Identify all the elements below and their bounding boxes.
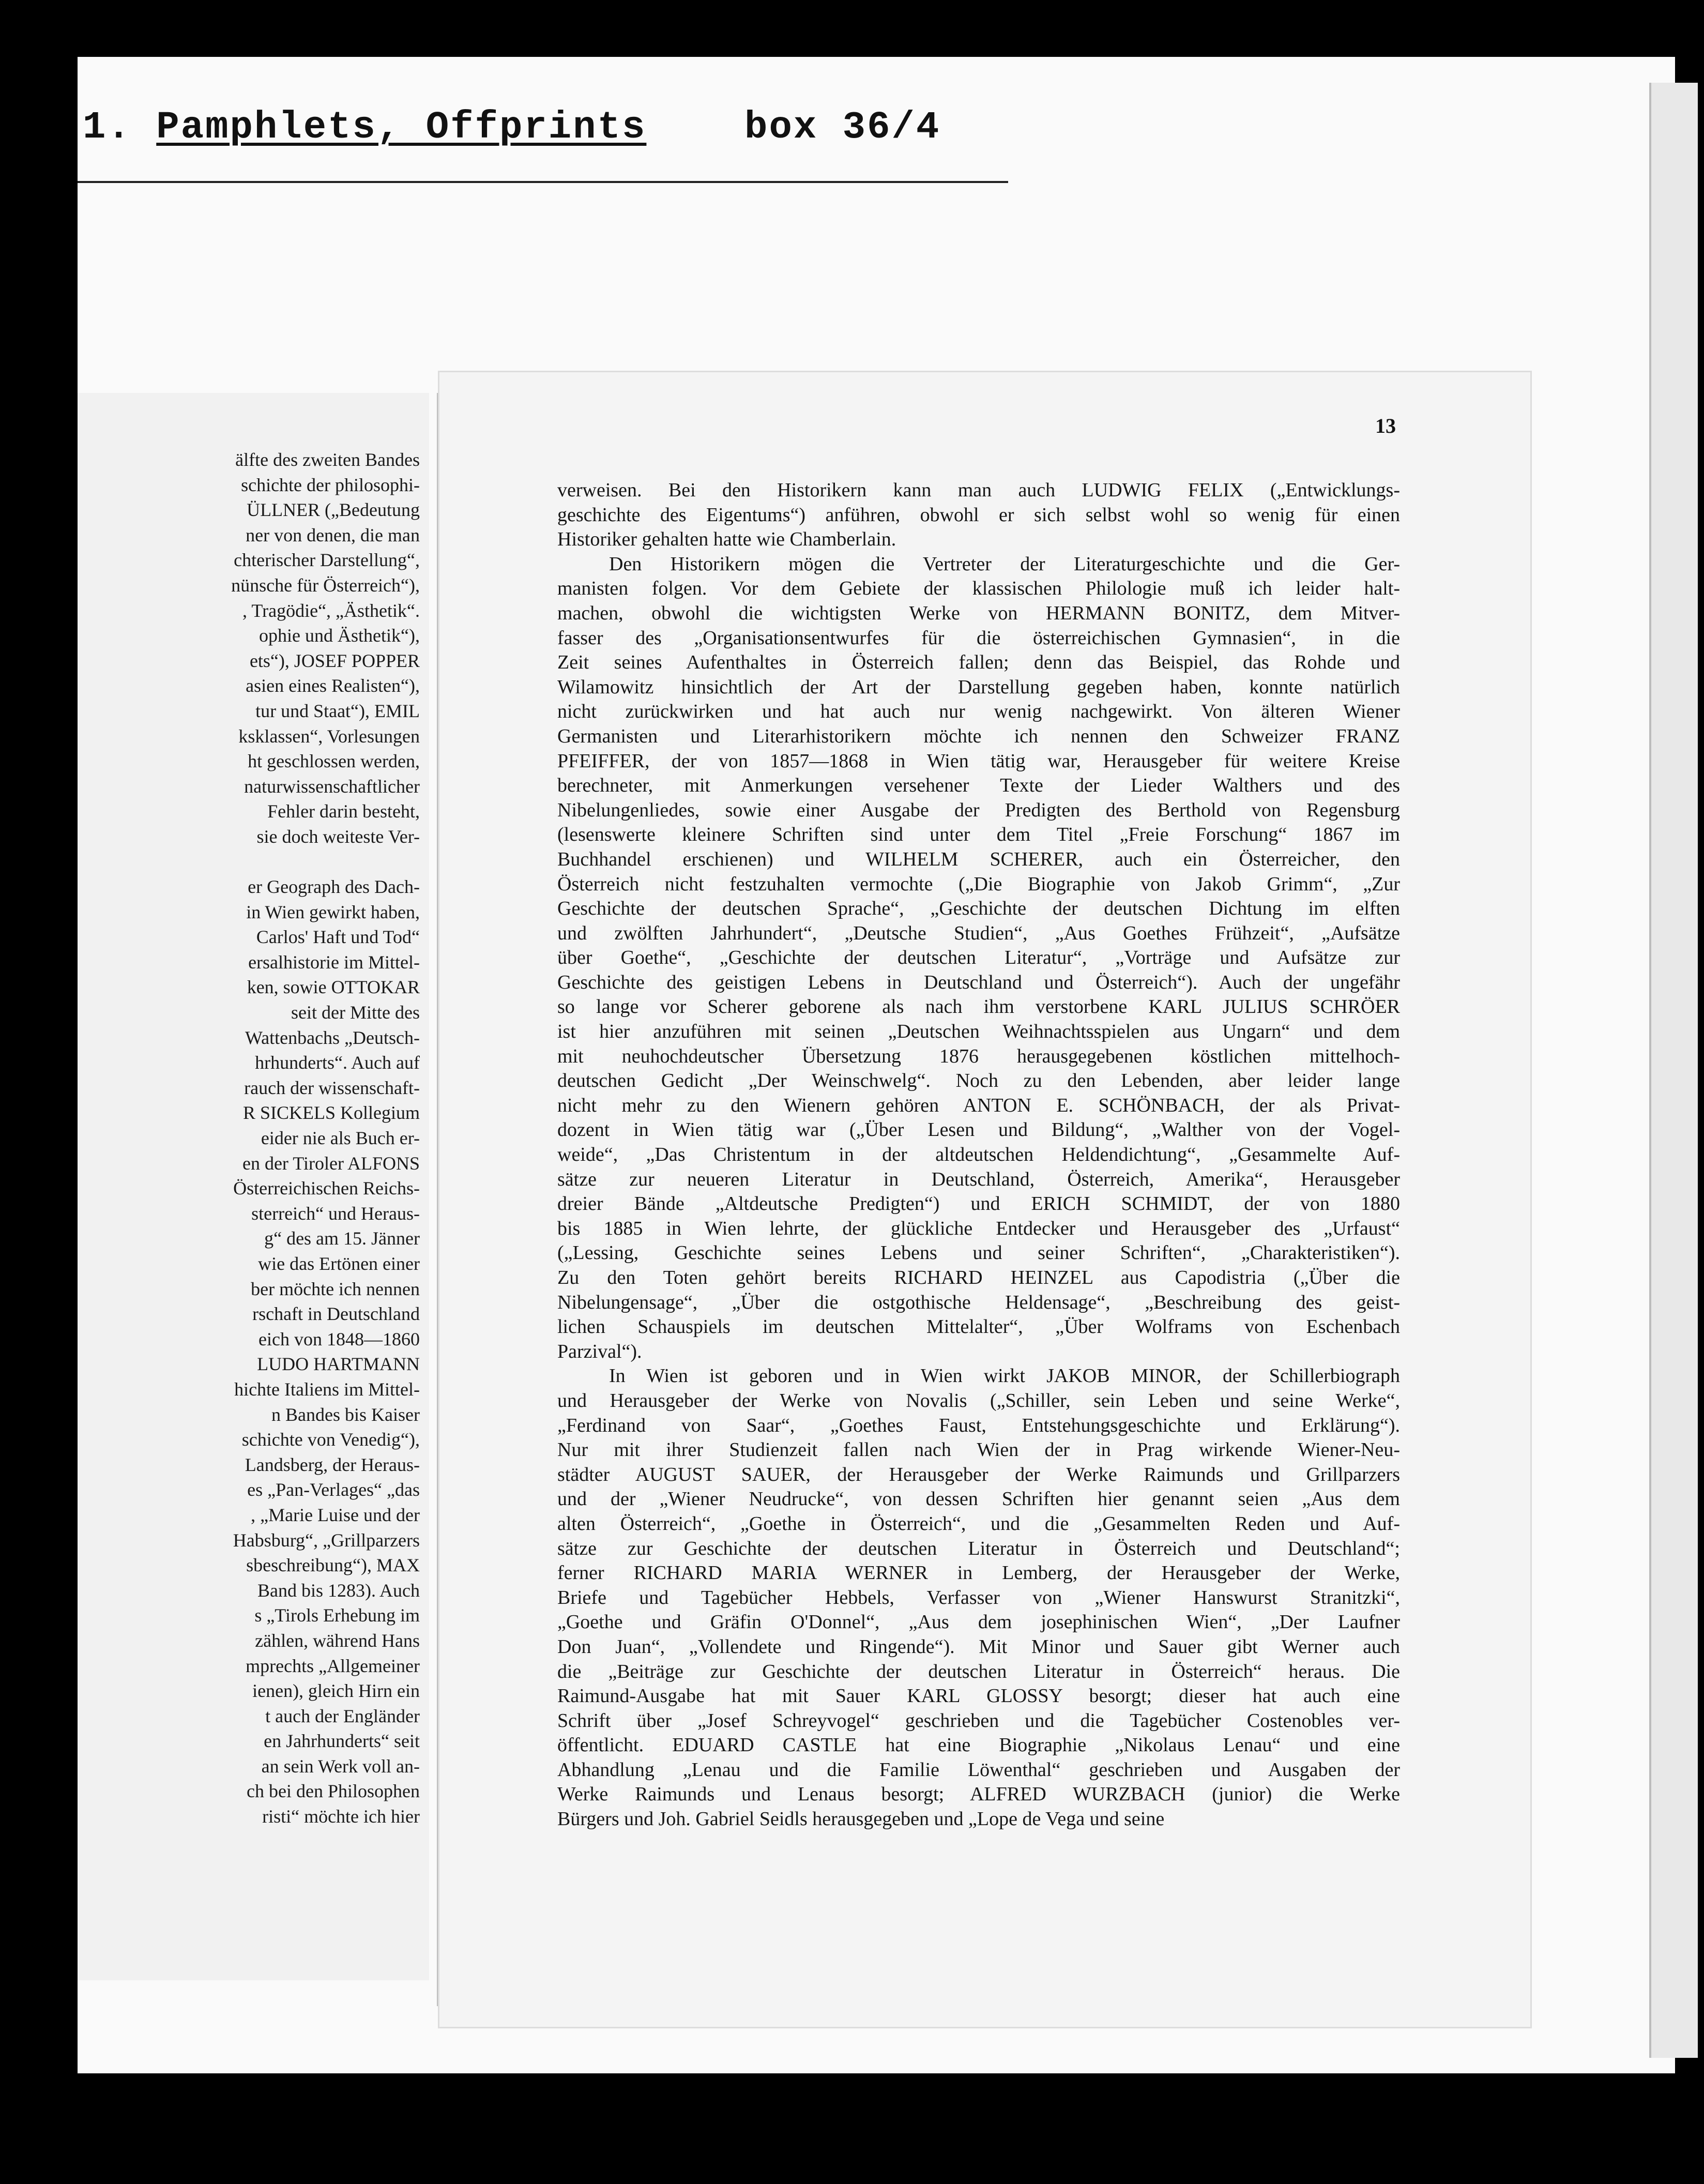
clipping-line: mprechts „Allgemeiner — [246, 1655, 420, 1676]
clipping-line: seit der Mitte des — [291, 1002, 420, 1023]
clipping-line: schichte von Venedig“), — [241, 1429, 420, 1450]
text-line: nicht zurückwirken und hat auch nur wenig nachgewirkt. Von älteren Wiener — [557, 701, 1400, 723]
text-line: dreier Bände „Altdeutsche Predigten“) und ERICH SCHMIDT, der von 1880 — [557, 1193, 1400, 1215]
clipping-line: ner von denen, die man — [246, 524, 420, 545]
clipping-line: Habsburg“, „Grillparzers — [233, 1529, 420, 1551]
text-line: Österreich nicht festzuhalten vermochte („Die Biographie von Jakob Grimm“, „Zur — [557, 873, 1400, 895]
clipping-line: wie das Ertönen einer — [258, 1253, 420, 1274]
clipping-line: ht geschlossen werden, — [248, 751, 420, 772]
clipping-line: sterreich“ und Heraus- — [251, 1203, 420, 1224]
page-body-text — [557, 478, 1400, 1832]
archive-label — [83, 106, 940, 149]
text-line: manisten folgen. Vor dem Gebiete der klassischen Philologie muß ich leider halt- — [557, 578, 1400, 600]
clipping-line: nünsche für Österreich“), — [231, 574, 420, 596]
clipping-line: ber möchte ich nennen — [251, 1278, 420, 1299]
text-line: lichen Schauspiels im deutschen Mittelalter“, „Über Wolframs von Eschenbach — [557, 1316, 1400, 1338]
clipping-line — [78, 850, 420, 875]
text-line: öffentlicht. EDUARD CASTLE hat eine Biographie „Nikolaus Lenau“ und eine — [557, 1734, 1400, 1756]
text-line: mit neuhochdeutscher Übersetzung 1876 herausgegebenen köstlichen mittelhoch- — [557, 1045, 1400, 1067]
text-line: Nibelungensage“, „Über die ostgothische Heldensage“, „Beschreibung des geist- — [557, 1291, 1400, 1313]
clipping-line: hichte Italiens im Mittel- — [234, 1378, 420, 1400]
clipping-line: risti“ möchte ich hier — [262, 1806, 420, 1827]
clipping-line: Landsberg, der Heraus- — [245, 1454, 420, 1475]
clipping-line: R SICKELS Kollegium — [242, 1102, 420, 1124]
clipping-line: an sein Werk voll an- — [261, 1755, 420, 1777]
clipping-line: schichte der philosophi- — [241, 474, 420, 495]
text-line: Buchhandel erschienen) und WILHELM SCHERER, auch ein Österreicher, den — [557, 848, 1400, 870]
text-line: Geschichte des geistigen Lebens in Deutschland und Österreich“). Auch der ungefähr — [557, 971, 1400, 993]
text-line: deutschen Gedicht „Der Weinschwelg“. Noch zu den Lebenden, aber leider lange — [557, 1070, 1400, 1092]
clipping-line: g“ des am 15. Jänner — [264, 1228, 420, 1249]
clipping-line: Fehler darin besteht, — [267, 801, 420, 822]
clipping-line: ets“), JOSEF POPPER — [249, 650, 420, 671]
text-line: Wilamowitz hinsichtlich der Art der Darstellung gegeben haben, konnte natürlich — [557, 676, 1400, 698]
label-box: box 36/4 — [744, 106, 941, 149]
text-line: weide“, „Das Christentum in der altdeutschen Heldendichtung“, „Gesammelte Auf- — [557, 1144, 1400, 1166]
text-line: machen, obwohl die wichtigsten Werke von HERMANN BONITZ, dem Mitver- — [557, 602, 1400, 624]
text-line: geschichte des Eigentums“) anführen, obwohl er sich selbst wohl so wenig für einen — [557, 504, 1400, 526]
text-line: (lesenswerte kleinere Schriften sind unter dem Titel „Freie Forschung“ 1867 im — [557, 824, 1400, 846]
text-line: Germanisten und Literarhistorikern möchte ich nennen den Schweizer FRANZ — [557, 725, 1400, 747]
text-line: über Goethe“, „Geschichte der deutschen Literatur“, „Vorträge und Aufsätze zur — [557, 947, 1400, 969]
text-line: ist hier anzuführen mit seinen „Deutschen Weihnachtsspielen aus Ungarn“ und dem — [557, 1021, 1400, 1043]
clipping-line: rschaft in Deutschland — [252, 1303, 420, 1325]
text-line: Nibelungenliedes, sowie einer Ausgabe der Predigten des Berthold von Regensburg — [557, 799, 1400, 821]
page-number: 13 — [1375, 414, 1396, 437]
clipping-line: , Tragödie“, „Ästhetik“. — [242, 600, 420, 621]
clipping-line: hrhunderts“. Auch auf — [255, 1052, 420, 1073]
text-line: und der „Wiener Neudrucke“, von dessen Schriften hier genannt seien „Aus dem — [557, 1488, 1400, 1510]
paragraph — [557, 478, 1400, 552]
clipping-line: n Bandes bis Kaiser — [271, 1404, 420, 1425]
clipping-line: eider nie als Buch er- — [261, 1128, 420, 1149]
clipping-line: es „Pan-Verlages“ „das — [247, 1479, 420, 1500]
clipping-line: chterischer Darstellung“, — [234, 550, 420, 571]
clipping-line: ken, sowie OTTOKAR — [247, 977, 420, 998]
label-number: 1. — [83, 106, 132, 149]
text-line: Den Historikern mögen die Vertreter der Literaturgeschichte und die Ger- — [609, 553, 1400, 575]
text-line: Don Juan“, „Vollendete und Ringende“). Mit Minor und Sauer gibt Werner auch — [557, 1635, 1400, 1658]
clipping-line: sie doch weiteste Ver- — [256, 826, 420, 847]
text-line: Zeit seines Aufenthaltes in Österreich fallen; denn das Beispiel, das Rohde und — [557, 651, 1400, 674]
text-line: Nur mit ihrer Studienzeit fallen nach Wien der in Prag wirkende Wiener-Neu- — [557, 1439, 1400, 1461]
clipping-line: ophie und Ästhetik“), — [259, 625, 420, 646]
text-line: Parzival“). — [557, 1340, 642, 1362]
clipping-line: ksklassen“, Vorlesungen — [238, 725, 420, 747]
text-line: und zwölften Jahrhundert“, „Deutsche Studien“, „Aus Goethes Frühzeit“, „Aufsätze — [557, 922, 1400, 944]
clipping-line: in Wien gewirkt haben, — [246, 901, 420, 922]
text-line: fasser des „Organisationsentwurfes für die österreichischen Gymnasien“, in die — [557, 627, 1400, 649]
clipping-line: ch bei den Philosophen — [247, 1781, 420, 1802]
clipping-line: Band bis 1283). Auch — [257, 1580, 420, 1601]
paragraph — [557, 1364, 1400, 1831]
text-line: PFEIFFER, der von 1857—1868 in Wien tätig war, Herausgeber für weitere Kreise — [557, 750, 1400, 772]
text-line: Zu den Toten gehört bereits RICHARD HEINZEL aus Capodistria („Über die — [557, 1267, 1400, 1288]
text-line: Werke Raimunds und Lenaus besorgt; ALFRED WURZBACH (junior) die Werke — [557, 1783, 1400, 1806]
clipping-line: Wattenbachs „Deutsch- — [245, 1027, 420, 1048]
clipping-line: ienen), gleich Hirn ein — [252, 1680, 420, 1702]
left-clipping — [78, 393, 429, 1980]
text-line: alten Österreich“, „Goethe in Österreich“, und die „Gesammelten Reden und Auf- — [557, 1512, 1400, 1535]
text-line: Schrift über „Josef Schreyvogel“ geschrieben und die Tagebücher Costenobles ver- — [557, 1709, 1400, 1732]
text-line: und Herausgeber der Werke von Novalis („Schiller, sein Leben und seine Werke“, — [557, 1389, 1400, 1412]
clipping-line: en der Tiroler ALFONS — [242, 1152, 420, 1174]
text-line: sätze zur neueren Literatur in Deutschland, Österreich, Amerika“, Herausgeber — [557, 1168, 1400, 1190]
clipping-line: sbeschreibung“), MAX — [246, 1555, 420, 1576]
clipping-line: naturwissenschaftlicher — [244, 776, 420, 797]
text-line: Briefe und Tagebücher Hebbels, Verfasser von „Wiener Hanswurst Stranitzki“, — [557, 1586, 1400, 1609]
label-title: Pamphlets, Offprints — [156, 106, 647, 149]
text-line: In Wien ist geboren und in Wien wirkt JAKOB MINOR, der Schillerbiograph — [609, 1365, 1400, 1387]
clipping-line: tur und Staat“), EMIL — [255, 700, 420, 721]
clipping-line: zählen, während Hans — [255, 1630, 420, 1651]
clipping-line: asien eines Realisten“), — [246, 675, 420, 696]
text-line: Historiker gehalten hatte wie Chamberlain. — [557, 528, 896, 551]
text-line: bis 1885 in Wien lehrte, der glückliche Entdecker und Herausgeber des „Urfaust“ — [557, 1217, 1400, 1239]
clipping-line: er Geograph des Dach- — [248, 876, 420, 898]
folder-edge — [1649, 83, 1698, 2058]
clipping-line: ÜLLNER („Bedeutung — [247, 499, 420, 521]
text-line: ferner RICHARD MARIA WERNER in Lemberg, der Herausgeber der Werke, — [557, 1562, 1400, 1584]
text-line: („Lessing, Geschichte seines Lebens und seiner Schriften“, „Charakteristiken“). — [557, 1242, 1400, 1264]
clipping-line: rauch der wissenschaft- — [244, 1077, 420, 1098]
text-line: Raimund-Ausgabe hat mit Sauer KARL GLOSSY besorgt; dieser hat auch eine — [557, 1685, 1400, 1707]
clipping-line: Österreichischen Reichs- — [233, 1178, 420, 1199]
clipping-line: t auch der Engländer — [265, 1705, 420, 1726]
text-line: „Ferdinand von Saar“, „Goethes Faust, Entstehungsgeschichte und Erklärung“). — [557, 1414, 1400, 1436]
text-line: städter AUGUST SAUER, der Herausgeber der Werke Raimunds und Grillparzers — [557, 1463, 1400, 1485]
clipping-line: LUDO HARTMANN — [257, 1354, 420, 1375]
text-line: Geschichte der deutschen Sprache“, „Geschichte der deutschen Dichtung im elften — [557, 898, 1400, 920]
clipping-line: , „Marie Luise und der — [251, 1504, 420, 1525]
text-line: nicht mehr zu den Wienern gehören ANTON E. SCHÖNBACH, der als Privat- — [557, 1094, 1400, 1116]
text-line: die „Beiträge zur Geschichte der deutschen Literatur in Österreich“ heraus. Die — [557, 1660, 1400, 1682]
clipping-line: en Jahrhunderts“ seit — [264, 1731, 420, 1752]
text-line: sätze zur Geschichte der deutschen Literatur in Österreich und Deutschland“; — [557, 1537, 1400, 1559]
text-line: so lange vor Scherer geborene als nach ihm verstorbene KARL JULIUS SCHRÖER — [557, 996, 1400, 1018]
clipping-line: s „Tirols Erhebung im — [254, 1605, 420, 1626]
text-line: Bürgers und Joh. Gabriel Seidls herausgegeben und „Lope de Vega und seine — [557, 1808, 1165, 1830]
clipping-line: eich von 1848—1860 — [258, 1328, 420, 1349]
text-line: Abhandlung „Lenau und die Familie Löwenthal“ geschrieben und Ausgaben der — [557, 1758, 1400, 1781]
text-line: „Goethe und Gräfin O'Donnel“, „Aus dem josephinischen Wien“, „Der Laufner — [557, 1611, 1400, 1633]
text-line: dozent in Wien tätig war („Über Lesen und Bildung“, „Walther von der Vogel- — [557, 1119, 1400, 1141]
clipping-line: ersalhistorie im Mittel- — [248, 951, 420, 973]
paragraph — [557, 552, 1400, 1364]
left-clipping-text — [78, 447, 420, 1829]
text-line: verweisen. Bei den Historikern kann man auch LUDWIG FELIX („Entwicklungs- — [557, 479, 1400, 501]
clipping-line: älfte des zweiten Bandes — [235, 449, 420, 470]
text-line: berechneter, mit Anmerkungen versehener Texte der Lieder Walthers und des — [557, 775, 1400, 797]
clipping-line: Carlos' Haft und Tod“ — [256, 927, 420, 948]
